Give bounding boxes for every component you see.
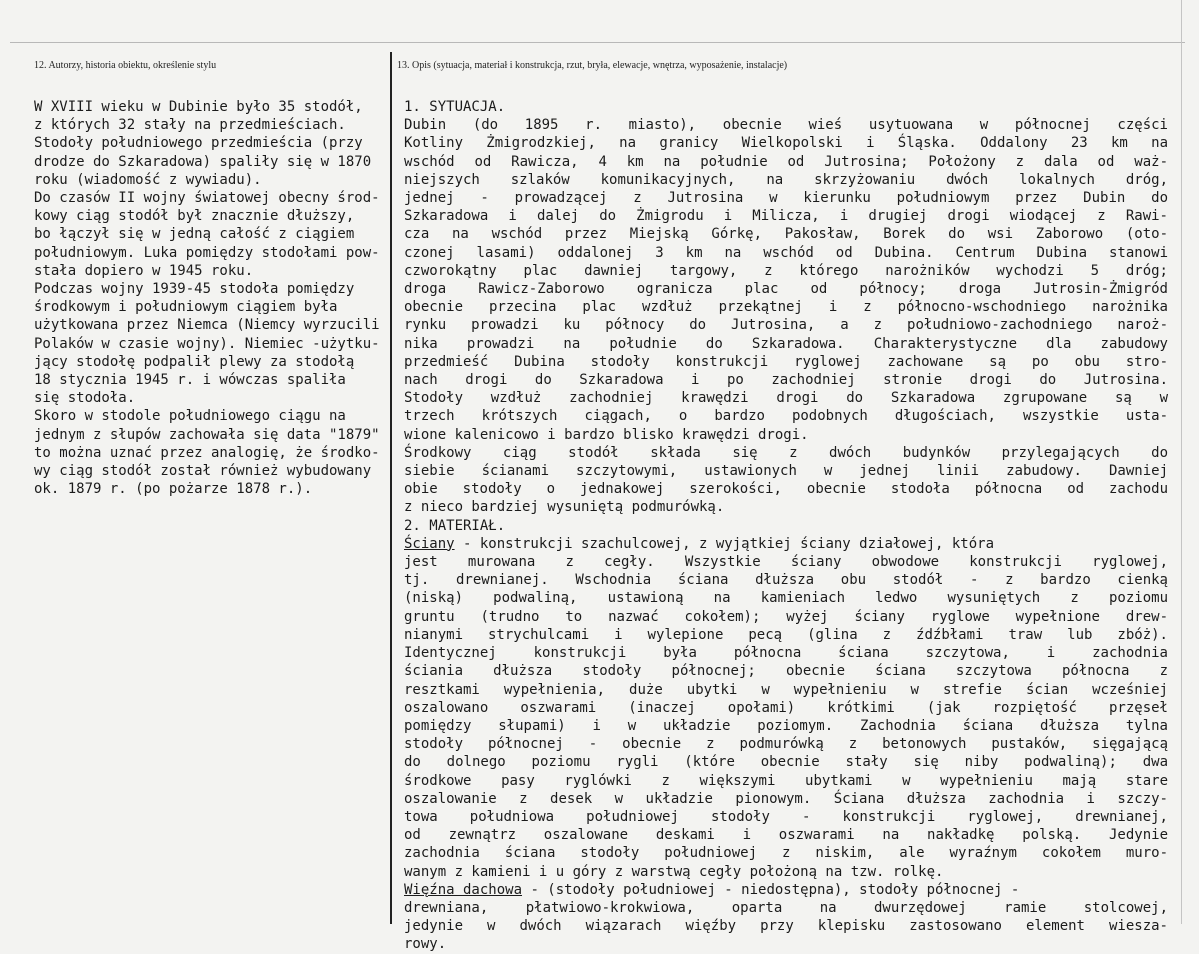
situation-line: przedmieść Dubina stodoły konstrukcji ryglowej zachowane są po obu stro-: [404, 353, 1168, 370]
situation-line: rynku prowadzi ku północy do Jutrosina, a z południowo-zachodniego naroż-: [404, 317, 1168, 334]
material-line: (niską) podwaliną, ustawioną na kamieniach ledwo wysuniętych z poziomu: [404, 590, 1168, 607]
situation-line: z nieco bardziej wysuniętą podmurówką.: [404, 499, 725, 516]
situation-line: wschód od Rawicza, 4 km na południe od Jutrosina; Położony z dala od waż-: [404, 153, 1168, 170]
material-line: do dolnego poziomu rygli (które obecnie stały się niby podwaliną); dwa: [404, 754, 1168, 771]
history-line: z których 32 stały na przedmieściach.: [34, 117, 346, 134]
roof-term: Więźna dachowa: [404, 881, 523, 898]
roof-line: [404, 881, 1168, 899]
history-line: kowy ciąg stodół był znacznie dłuższy,: [34, 208, 355, 225]
situation-line: jednej - prowadzącej z Jutrosina w kierunku południowym przez Dubin do: [404, 190, 1168, 207]
history-line: się stodoła.: [34, 390, 136, 407]
material-line: od zewnątrz oszalowane deskami i oszwarami na nakładkę polską. Jedynie: [404, 827, 1168, 844]
history-line: Polaków w czasie wojny). Niemiec -użytku-: [34, 335, 380, 352]
history-line: jący stodołę podpalił plewy za stodołą: [34, 353, 355, 370]
material-line: gruntu (trudno to nazwać cokołem); wyżej ściany ryglowe wypełnione drew-: [404, 608, 1168, 625]
history-line: wy ciąg stodół został również wybudowany: [34, 463, 372, 480]
column-divider: [390, 52, 392, 924]
material-line: stodoły północnej - obecnie z podmurówką z betonowych pustaków, sięgającą: [404, 736, 1168, 753]
material-line: towa południowa południowej stodoły - konstrukcji ryglowej, drewnianej,: [404, 808, 1168, 825]
roof-text: - (stodoły południowej - niedostępna), stodoły północnej -: [522, 881, 1020, 898]
material-line: resztkami wypełnienia, duże ubytki w wypełnieniu w strefie ścian wcześniej: [404, 681, 1168, 698]
material-line: tj. drewnianej. Wschodnia ściana dłuższa obu stodół - z bardzo cienką: [404, 572, 1168, 589]
walls-term: Ściany: [404, 535, 455, 552]
history-line: bo łączył się w jedną całość z ciągiem: [34, 226, 355, 243]
situation-line: trzech krótszych ciągach, o bardzo podobnych długościach, wszystkie usta-: [404, 408, 1168, 425]
history-line: jednym z słupów zachowała się data "1879": [34, 426, 380, 443]
material-line: Identycznej konstrukcji była północna ściana szczytowa, i zachodnia: [404, 645, 1168, 662]
situation-line: wione kalenicowo i bardzo blisko krawędzi drogi.: [404, 426, 809, 443]
situation-line: czonej lasami) oddalonej 3 km na wschód od Dubina. Centrum Dubina stanowi: [404, 244, 1168, 261]
history-line: Skoro w stodole południowego ciągu na: [34, 408, 346, 425]
history-line: drodze do Szkaradowa) spaliły się w 1870: [34, 153, 372, 170]
form-top-border: [10, 42, 1185, 43]
history-line: południowym. Luka pomiędzy stodołami pow-: [34, 244, 380, 261]
history-line: stała dopiero w 1945 roku.: [34, 262, 254, 279]
situation-line: cza na wschód przez Miejską Górkę, Pakosław, Borek do wsi Zaborowo (oto-: [404, 226, 1168, 243]
history-line: 18 stycznia 1945 r. i wówczas spaliła: [34, 372, 346, 389]
history-line: ok. 1879 r. (po pożarze 1878 r.).: [34, 481, 313, 498]
situation-line: siebie ścianami szczytowymi, ustawionych w jednej linii zabudowy. Dawniej: [404, 463, 1168, 480]
history-line: W XVIII wieku w Dubinie było 35 stodół,: [34, 99, 363, 115]
material-line: wanym z kamieni i u góry z warstwą cegły położoną na tzw. rolkę.: [404, 863, 944, 880]
header-description: 13. Opis (sytuacja, materiał i konstrukcja, rzut, bryła, elewacje, wnętrza, wyposażenie, instalacje): [397, 60, 788, 71]
roof-line: drewniana, płatwiowo-krokwiowa, oparta na dwurzędowej ramie stolcowej,: [404, 899, 1168, 916]
situation-line: Szkaradowa i dalej do Żmigrodu i Milicza, i drugiej drogi wiodącej z Rawi-: [404, 208, 1168, 225]
history-line: środkowym i południowym ciągiem była: [34, 299, 338, 316]
situation-line: nika prowadzi na południe do Szkaradowa. Charakterystyczne dla zabudowy: [404, 335, 1168, 352]
material-line: pomiędzy słupami) i w układzie poziomym. Zachodnia ściana dłuższa tylna: [404, 717, 1168, 734]
situation-line: Kotliny Żmigrodzkiej, na granicy Wielkopolski i Śląska. Oddalony 23 km na: [404, 135, 1168, 152]
material-line: nianymi strychulcami i wylepione pecą (glina z źdźbłami traw lub zbóż).: [404, 626, 1168, 643]
history-text: [34, 98, 384, 498]
history-line: roku (wiadomość z wywiadu).: [34, 171, 262, 188]
roof-line: jedynie w dwóch wiązarach więźby przy klepisku zastosowano element wiesza-: [404, 918, 1168, 935]
situation-line: czworokątny plac dawniej targowy, z którego narożników wychodzi 5 dróg;: [404, 262, 1168, 279]
page-right-edge: [1181, 0, 1182, 924]
material-line: zachodnia ściana stodoły południowej z niskim, ale wyraźnym cokołem muro-: [404, 845, 1168, 862]
material-line: ściania dłuższa stodoły północnej; obecnie ściana szczytowa północna z: [404, 663, 1168, 680]
situation-line: Środkowy ciąg stodół składa się z dwóch budynków przylegających do: [404, 444, 1168, 461]
material-line: oszalowanie z desek w układzie pionowym. Ściana dłuższa zachodnia i szczy-: [404, 790, 1168, 807]
history-line: Podczas wojny 1939-45 stodoła pomiędzy: [34, 281, 355, 298]
description-text: [404, 98, 1168, 954]
material-line: oszalowano oszwarami (inaczej opołami) krótkimi (jak rozpiętość przęseł: [404, 699, 1168, 716]
situation-line: obecnie przecina plac wzdłuż przekątnej i z północno-wschodniego narożnika: [404, 299, 1168, 316]
history-line: to można uznać przez analogię, że środko-: [34, 444, 380, 461]
situation-line: niejszych szlaków komunikacyjnych, na skrzyżowaniu dwóch lokalnych dróg,: [404, 171, 1168, 188]
material-line: środkowe pasy ryglówki z większymi ubytkami w wypełnieniu mają stare: [404, 772, 1168, 789]
situation-line: Dubin (do 1895 r. miasto), obecnie wieś usytuowana w północnej części: [404, 117, 1168, 134]
history-line: Stodoły południowego przedmieścia (przy: [34, 135, 363, 152]
history-line: Do czasów II wojny światowej obecny środ-: [34, 190, 380, 207]
material-line: jest murowana z cegły. Wszystkie ściany obwodowe konstrukcji ryglowej,: [404, 554, 1168, 571]
situation-line: droga Rawicz-Zaborowo ogranicza plac od północy; droga Jutrosin-Żmigród: [404, 281, 1168, 298]
situation-line: obie stodoły o jednakowej szerokości, obecnie stodoła północna od zachodu: [404, 481, 1168, 498]
section-heading-material: 2. MATERIAŁ.: [404, 517, 506, 534]
situation-line: nach drogi do Szkaradowa i po zachodniej stronie drogi do Jutrosina.: [404, 372, 1168, 389]
section-heading-situation: 1. SYTUACJA.: [404, 99, 506, 115]
situation-line: Stodoły wzdłuż zachodniej krawędzi drogi do Szkaradowa zgrupowane są w: [404, 390, 1168, 407]
header-authors-history: 12. Autorzy, historia obiektu, określenie stylu: [34, 60, 217, 71]
walls-text: - konstrukcji szachulcowej, z wyjątkiej ściany działowej, która: [454, 535, 995, 552]
history-line: użytkowana przez Niemca (Niemcy wyrzucili: [34, 317, 380, 334]
material-line: [404, 535, 1168, 553]
roof-line: rowy.: [404, 936, 447, 953]
